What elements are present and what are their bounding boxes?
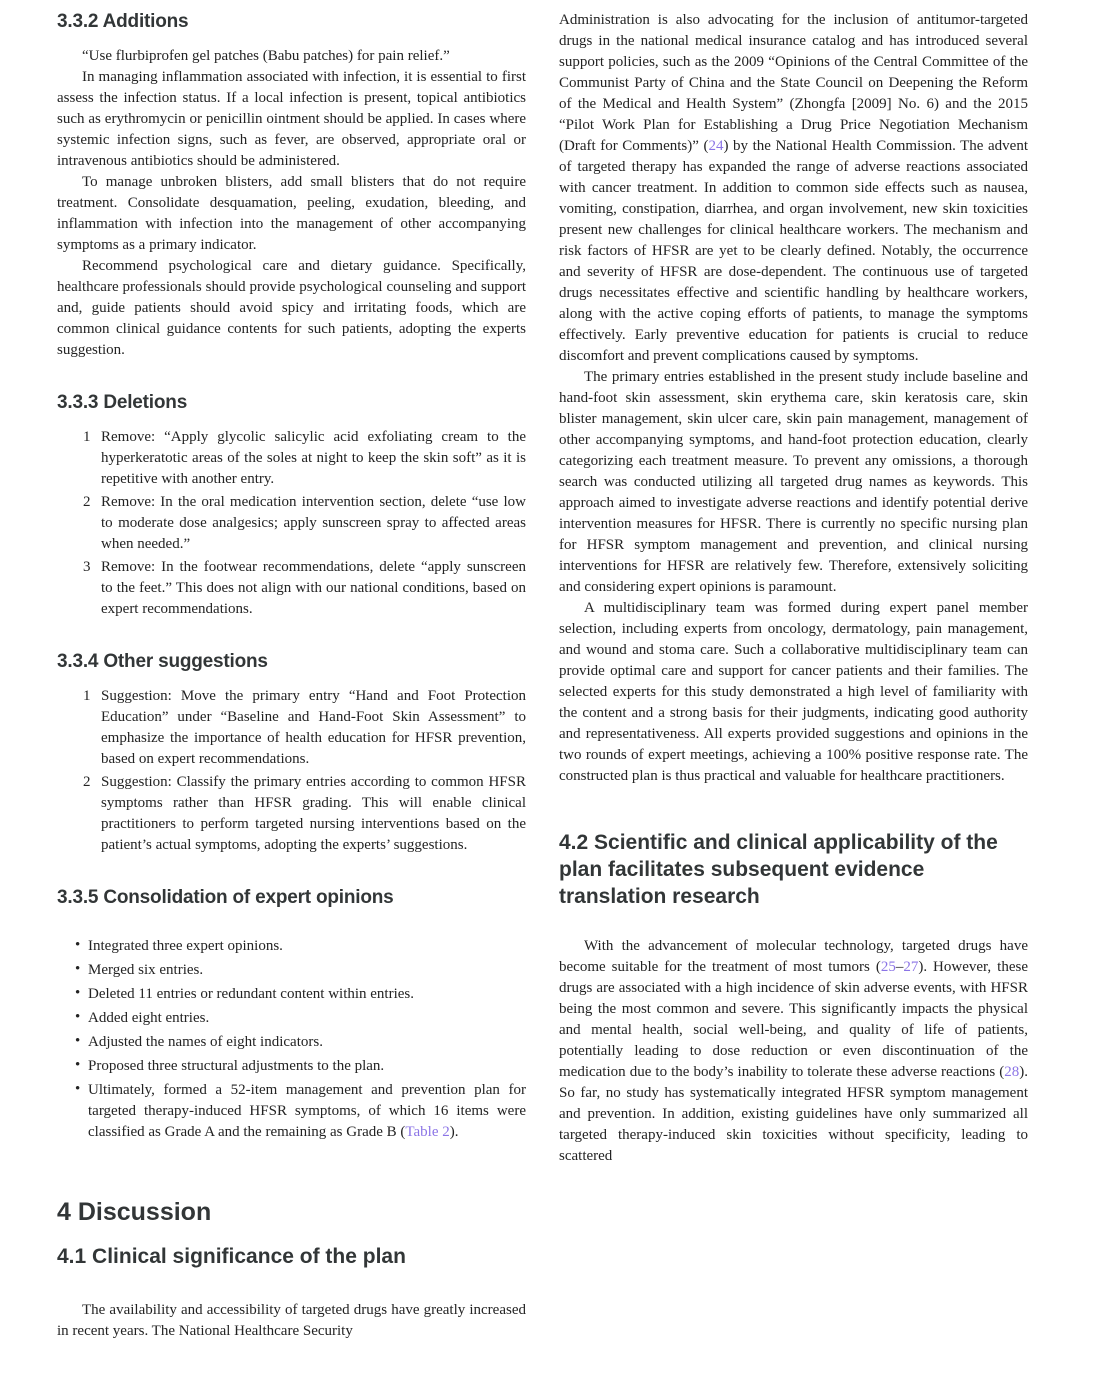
table-2-link[interactable]: Table 2 bbox=[405, 1124, 450, 1140]
bullet-item bbox=[57, 1080, 526, 1143]
list-item: Remove: In the oral medication intervention section, delete “use low to moderate dose analgesics; apply sunscreen spray to affected areas when needed.” bbox=[101, 494, 526, 552]
citation-28-link[interactable]: 28 bbox=[1004, 1064, 1020, 1080]
citation-27-link[interactable]: 27 bbox=[903, 959, 919, 975]
bullet-text: Ultimately, formed a 52-item management and prevention plan for targeted therapy-induced HFSR symptoms, of which 16 items were classified as Grade A and the remaining as Grade B ( bbox=[88, 1082, 526, 1140]
paragraph: The availability and accessibility of targeted drugs have greatly increased in recent years. The National Healthcare Security bbox=[57, 1302, 526, 1339]
bullet-item: • Merged six entries. bbox=[57, 960, 526, 981]
paragraph bbox=[559, 936, 1028, 1167]
list-item: Suggestion: Classify the primary entries according to common HFSR symptoms rather than HFSR grading. This will enable clinical practitioners to perform targeted nursing interventions based on the patient’s actual symptoms, adopting the experts’ suggestions. bbox=[101, 774, 526, 853]
bullet-item: • Integrated three expert opinions. bbox=[57, 936, 526, 957]
paragraph-continued bbox=[559, 10, 1028, 367]
list-item: Suggestion: Move the primary entry “Hand and Foot Protection Education” under “Baseline and Hand-Foot Skin Assessment” to emphasize the importance of health education for HFSR prevention, based on expert recommendations. bbox=[101, 688, 526, 767]
bullet-text: ). bbox=[449, 1124, 459, 1140]
paragraph: The primary entries established in the present study include baseline and hand-foot skin assessment, skin erythema care, skin keratosis care, skin blister management, skin ulcer care, skin pain management, management of other accompanying symptoms, and hand-foot protection education, clearly categorizing each treatment measure. To prevent any omissions, a thorough search was conducted utilizing all targeted drug names as keywords. This approach aimed to investigate adverse reactions and identify potential derive intervention measures for HFSR. There is currently no specific nursing plan for HFSR symptom management and prevention, and clinical nursing interventions for HFSR are relatively few. Therefore, extensively soliciting and considering expert opinions is paramount. bbox=[559, 369, 1028, 595]
list-item: Remove: In the footwear recommendations, delete “apply sunscreen to the feet.” This does not align with our national conditions, based on expert recommendations. bbox=[101, 559, 526, 617]
paragraph: A multidisciplinary team was formed during expert panel member selection, including experts from oncology, dermatology, pain management, and wound and stoma care. Such a collaborative multidisciplinary team can provide optimal care and support for cancer patients and their families. The selected experts for this study demonstrated a high level of familiarity with the content and a strong basis for their judgments, indicating good authority and representativeness. All experts provided suggestions and opinions in the two rounds of expert meetings, achieving a 100% positive response rate. The constructed plan is thus practical and valuable for healthcare practitioners. bbox=[559, 600, 1028, 784]
paragraph-quote: “Use flurbiprofen gel patches (Babu patches) for pain relief.” bbox=[82, 48, 450, 64]
consolidation-bullet-list bbox=[57, 936, 526, 1143]
bullet-item: • Adjusted the names of eight indicators. bbox=[57, 1032, 526, 1053]
body-text: ). However, these drugs are associated with a high incidence of skin adverse events, with HFSR being the most common and severe. This significantly impacts the physical and mental health, social well-being, and quality of life of patients, potentially leading to dose reduction or even discontinuation of the medication due to the body’s inability to tolerate these adverse reactions ( bbox=[559, 959, 1028, 1080]
deletions-list bbox=[57, 427, 526, 620]
citation-24-link[interactable]: 24 bbox=[708, 138, 724, 154]
list-item: Remove: “Apply glycolic salicylic acid exfoliating cream to the hyperkeratotic areas of the soles at night to keep the skin soft” as it is repetitive with another entry. bbox=[101, 429, 526, 487]
paragraph: To manage unbroken blisters, add small blisters that do not require treatment. Consolidate desquamation, peeling, exudation, bleeding, and inflammation with infection into the management of other accompanying symptoms as a primary indicator. bbox=[57, 174, 526, 253]
paragraph: Recommend psychological care and dietary guidance. Specifically, healthcare professionals should provide psychological counseling and support and, guide patients should avoid spicy and irritating foods, which are common clinical guidance contents for such patients, adopting the experts suggestion. bbox=[57, 258, 526, 358]
citation-25-link[interactable]: 25 bbox=[880, 959, 896, 975]
section-heading-3-3-2: 3.3.2 Additions bbox=[57, 11, 189, 32]
section-heading-3-3-4: 3.3.4 Other suggestions bbox=[57, 651, 268, 672]
body-text: – bbox=[895, 959, 904, 975]
section-heading-4-discussion: 4 Discussion bbox=[57, 1198, 212, 1226]
body-text: ). So far, no study has systematically integrated HFSR symptom management and prevention. In addition, existing guidelines have only summarized all targeted therapy-induced skin toxicities without specificity, leading to scattered bbox=[559, 1064, 1028, 1164]
section-heading-4-1: 4.1 Clinical significance of the plan bbox=[57, 1245, 406, 1268]
right-column bbox=[559, 10, 1028, 1386]
bullet-item: • Added eight entries. bbox=[57, 1008, 526, 1029]
bullet-item: • Deleted 11 entries or redundant content within entries. bbox=[57, 984, 526, 1005]
body-text: Administration is also advocating for the inclusion of antitumor-targeted drugs in the national medical insurance catalog and has introduced several support policies, such as the 2009 “Opinions of the Central Committee of the Communist Party of China and the State Council on Deepening the Reform of the Medical and Health System” (Zhongfa [2009] No. 6) and the 2015 “Pilot Work Plan for Establishing a Drug Price Negotiation Mechanism (Draft for Comments)” ( bbox=[559, 12, 1028, 154]
section-heading-4-2: 4.2 Scientific and clinical applicability of the plan facilitates subsequent evidence translation research bbox=[559, 831, 998, 908]
paragraph: In managing inflammation associated with infection, it is essential to first assess the infection status. If a local infection is present, topical antibiotics such as erythromycin or penicillin ointment should be applied. In cases where systemic infection signs, such as fever, are observed, appropriate oral or intravenous antibiotics should be administered. bbox=[57, 69, 526, 169]
left-column bbox=[57, 10, 526, 1386]
body-text: With the advancement of molecular technology, targeted drugs have become suitable for the treatment of most tumors ( bbox=[559, 938, 1028, 975]
body-text: ) by the National Health Commission. The advent of targeted therapy has expanded the range of adverse reactions associated with cancer treatment. In addition to common side effects such as nausea, vomiting, constipation, diarrhea, and organ involvement, new skin toxicities present new challenges for clinical healthcare workers. The mechanism and risk factors of HFSR are yet to be clearly defined. Notably, the occurrence and severity of HFSR are dose-dependent. The continuous use of targeted drugs necessitates effective and scientific handling by healthcare workers, along with the active coping efforts of patients, to manage the symptoms effectively. Early preventive education for patients is crucial to reduce discomfort and prevent complications caused by symptoms. bbox=[559, 138, 1028, 364]
section-heading-3-3-3: 3.3.3 Deletions bbox=[57, 392, 188, 413]
suggestions-list bbox=[57, 686, 526, 856]
section-heading-3-3-5: 3.3.5 Consolidation of expert opinions bbox=[57, 887, 394, 908]
bullet-item: • Proposed three structural adjustments to the plan. bbox=[57, 1056, 526, 1077]
